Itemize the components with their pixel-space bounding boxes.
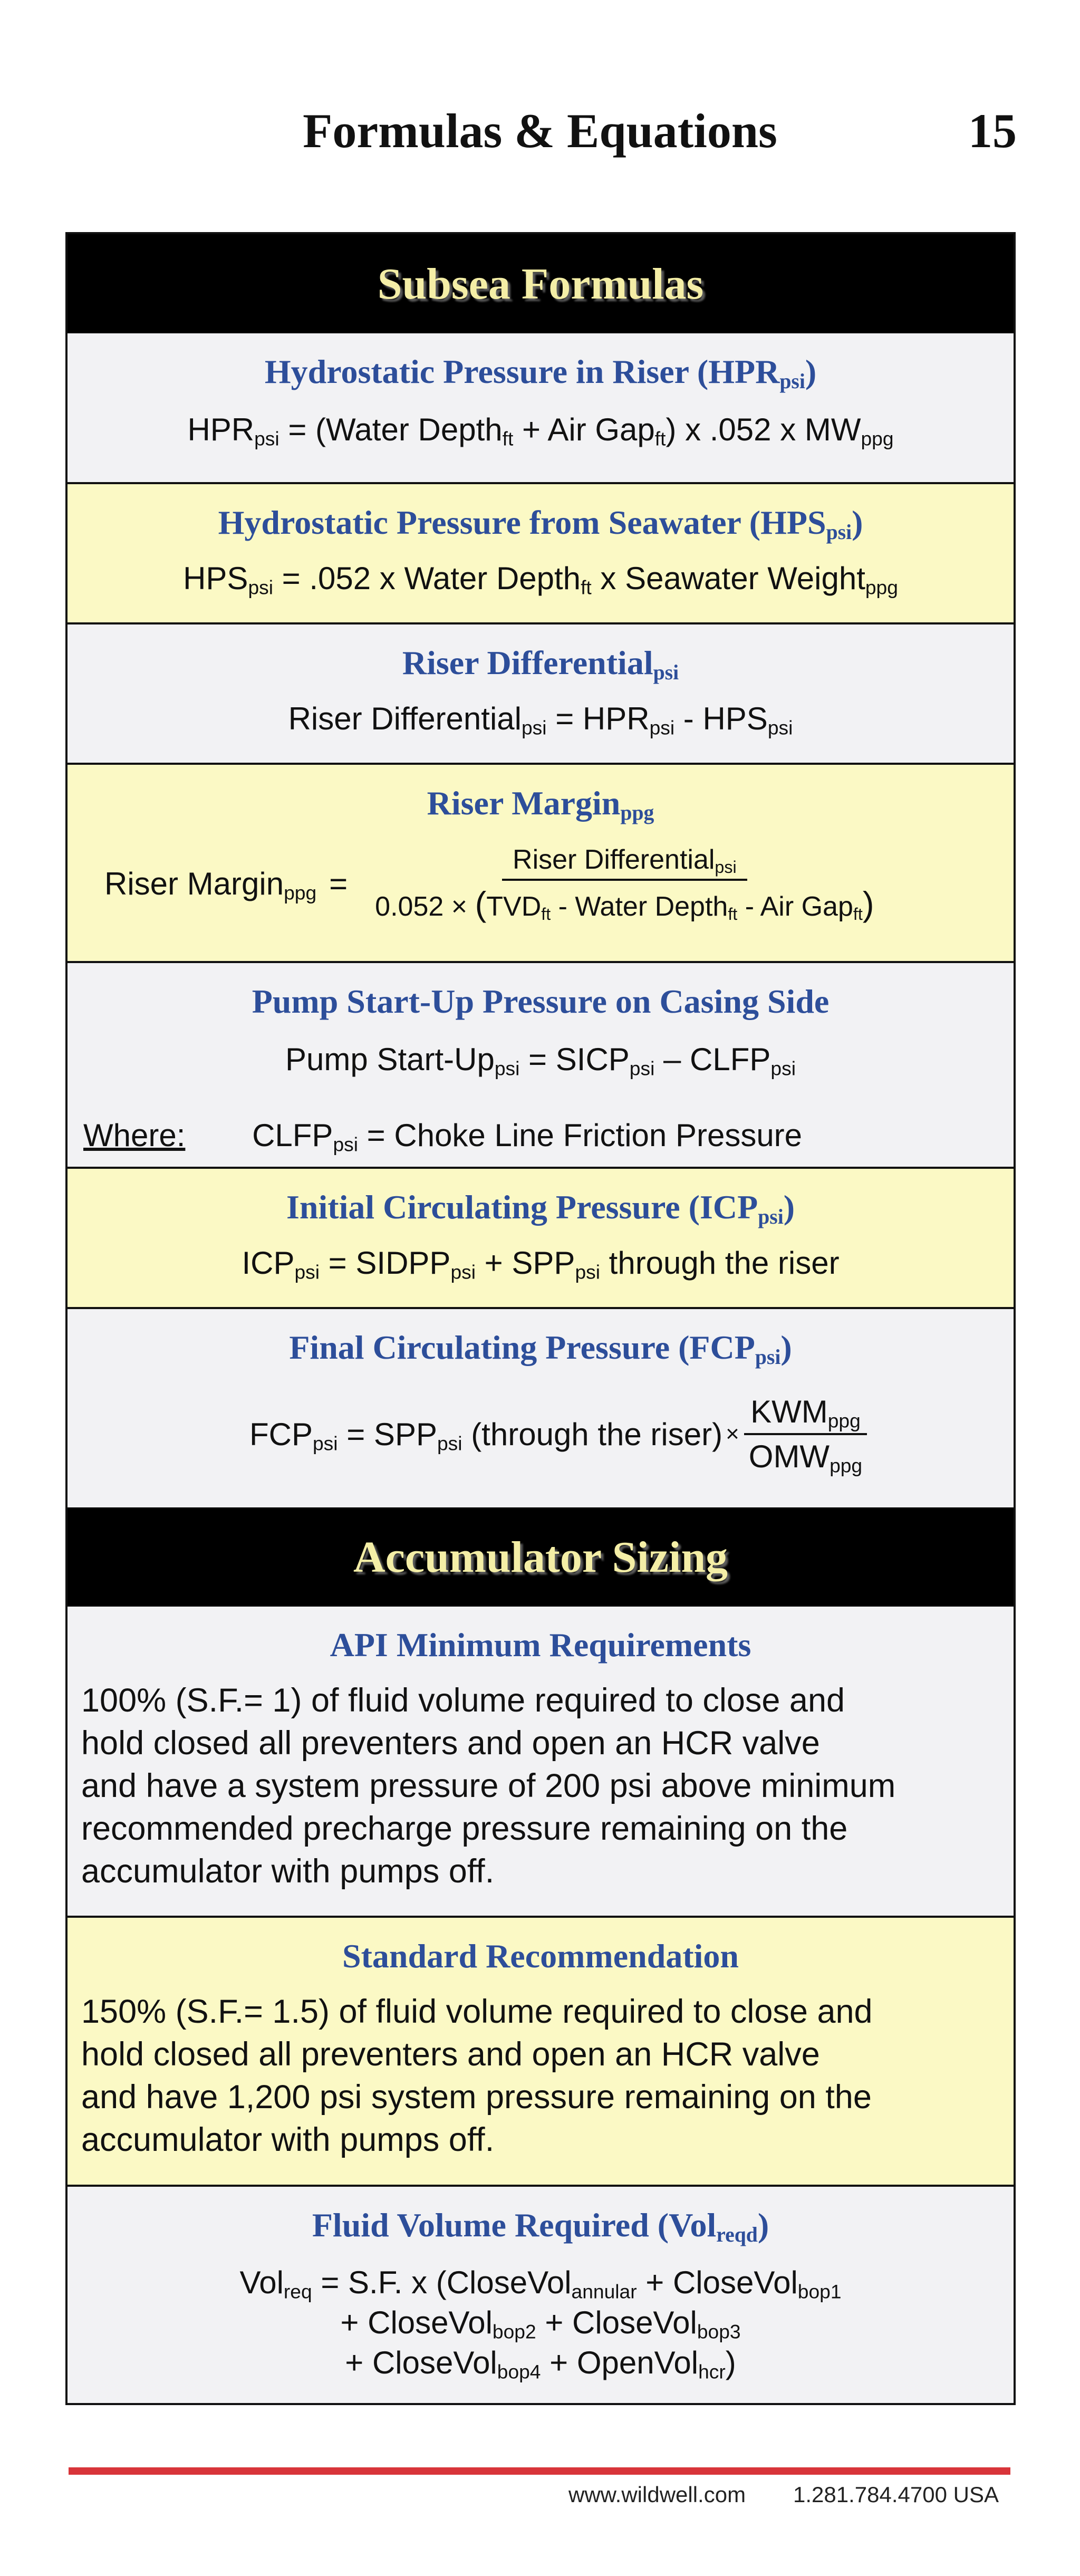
text-line: 150% (S.F.= 1.5) of fluid volume required to close and — [81, 1993, 873, 2030]
text-line: accumulator with pumps off. — [81, 1853, 495, 1890]
icp-formula: $ICP_{psi}$ = $SIDPP_{psi} + SPP_{psi}$ through the riser — [242, 1245, 840, 1283]
riser-margin-title: Riser Margin$_{ppg}$ — [427, 784, 654, 824]
hpr-formula: $HPR_{psi}$ = (Water Depth$_{ft}$ + Air Gap$_{ft}$) x .052 x $MW_{ppg}$ — [187, 412, 894, 450]
hps-formula: $HPS_{psi} = .052$ x Water Depth$_{ft}$ x Seawater Weight$_{ppg}$ — [183, 561, 898, 599]
where-label: Where: — [83, 1118, 186, 1153]
hps-section — [68, 482, 1014, 622]
standard-recommendation-title: Standard Recommendation — [342, 1937, 739, 1975]
riser-differential-title: Riser Differential$_{psi}$ — [402, 644, 679, 684]
text-line: and have a system pressure of 200 psi above minimum — [81, 1767, 896, 1804]
standard-recommendation-section — [68, 1916, 1014, 2185]
fluid-volume-title: Fluid Volume Required (Vol$_{reqd}$) — [312, 2206, 769, 2246]
hpr-section — [68, 333, 1014, 482]
api-minimum-section — [68, 1607, 1014, 1916]
formula-card — [65, 232, 1016, 2405]
page-header — [0, 103, 1080, 166]
icp-section — [68, 1167, 1014, 1307]
text-line: hold closed all preventers and open an HCR valve — [81, 2036, 820, 2073]
pump-startup-formula: Pump Start-$Up_{psi}$ = $SICP_{psi}$ – $CLFP_{psi}$ — [285, 1042, 796, 1080]
formula-line: + CloseVol$_{bop4}$ + OpenVol$_{hcr}$) — [345, 2345, 736, 2383]
api-minimum-title: API Minimum Requirements — [330, 1626, 751, 1664]
footer-phone: 1.281.784.4700 USA — [793, 2482, 999, 2507]
fcp-title: Final Circulating Pressure $(FCP_{psi})$ — [289, 1329, 792, 1369]
formula-line: Vol$_{req}$ = S.F. x (CloseVol$_{annular}$ + CloseVol$_{bop1}$ — [239, 2265, 842, 2303]
pump-startup-section — [68, 961, 1014, 1167]
text-line: and have 1,200 psi system pressure remaining on the — [81, 2079, 872, 2116]
subsea-formulas-band: Subsea Formulas — [68, 234, 1014, 333]
riser-differential-formula: Riser Differential$_{psi}$ = $HPR_{psi} - HPS_{psi}$ — [288, 701, 793, 739]
api-minimum-text — [68, 1679, 1014, 1893]
riser-margin-fraction: $\frac{Riser Differential_{psi}}{0.052 \times (TVD_{ft} - Water Depth_{ft} - Air Gap_{ft})}$ — [375, 844, 874, 924]
text-line: recommended precharge pressure remaining on the — [81, 1810, 848, 1847]
fluid-volume-section — [68, 2185, 1014, 2403]
pump-startup-title: Pump Start-Up Pressure on Casing Side — [252, 983, 830, 1020]
hpr-title: Hydrostatic Pressure in Riser $(HPR_{psi})$ — [264, 353, 817, 393]
riser-margin-section — [68, 763, 1014, 961]
riser-margin-formula: Riser Margin$_{ppg}$ = $\frac{Riser Differential_{psi}}{0.052 \times (TVD_{ft} - Water Depth_{ft} - Air Gap_{ft})}$ — [104, 844, 878, 924]
page-title: Formulas & Equations — [303, 104, 777, 158]
hps-title: Hydrostatic Pressure from Seawater $(HPS_{psi})$ — [218, 504, 863, 544]
text-line: 100% (S.F.= 1) of fluid volume required to close and — [81, 1682, 845, 1719]
standard-recommendation-text — [68, 1991, 1014, 2161]
footer-rule — [69, 2467, 1010, 2475]
fcp-fraction: $\frac{KWM_{ppg}}{OMW_{ppg}}$ — [742, 1393, 869, 1475]
riser-differential-section — [68, 622, 1014, 763]
accumulator-sizing-band: Accumulator Sizing — [68, 1507, 1014, 1607]
footer-website[interactable]: www.wildwell.com — [568, 2482, 746, 2507]
fcp-formula: $FCP_{psi} = SPP_{psi}$ (through the riser) × $\frac{KWM_{ppg}}{OMW_{ppg}}$ — [249, 1393, 869, 1475]
text-line: hold closed all preventers and open an HCR valve — [81, 1725, 820, 1762]
icp-title: Initial Circulating Pressure $(ICP_{psi})$ — [286, 1188, 795, 1228]
formula-line: + CloseVol$_{bop2}$ + CloseVol$_{bop3}$ — [340, 2305, 741, 2343]
text-line: accumulator with pumps off. — [81, 2121, 495, 2158]
fluid-volume-formula — [68, 2263, 1014, 2383]
where-line: Where: $CLFP_{psi}$ = Choke Line Friction Pressure — [83, 1118, 803, 1156]
page-number: 15 — [968, 104, 1017, 158]
fcp-section — [68, 1307, 1014, 1507]
